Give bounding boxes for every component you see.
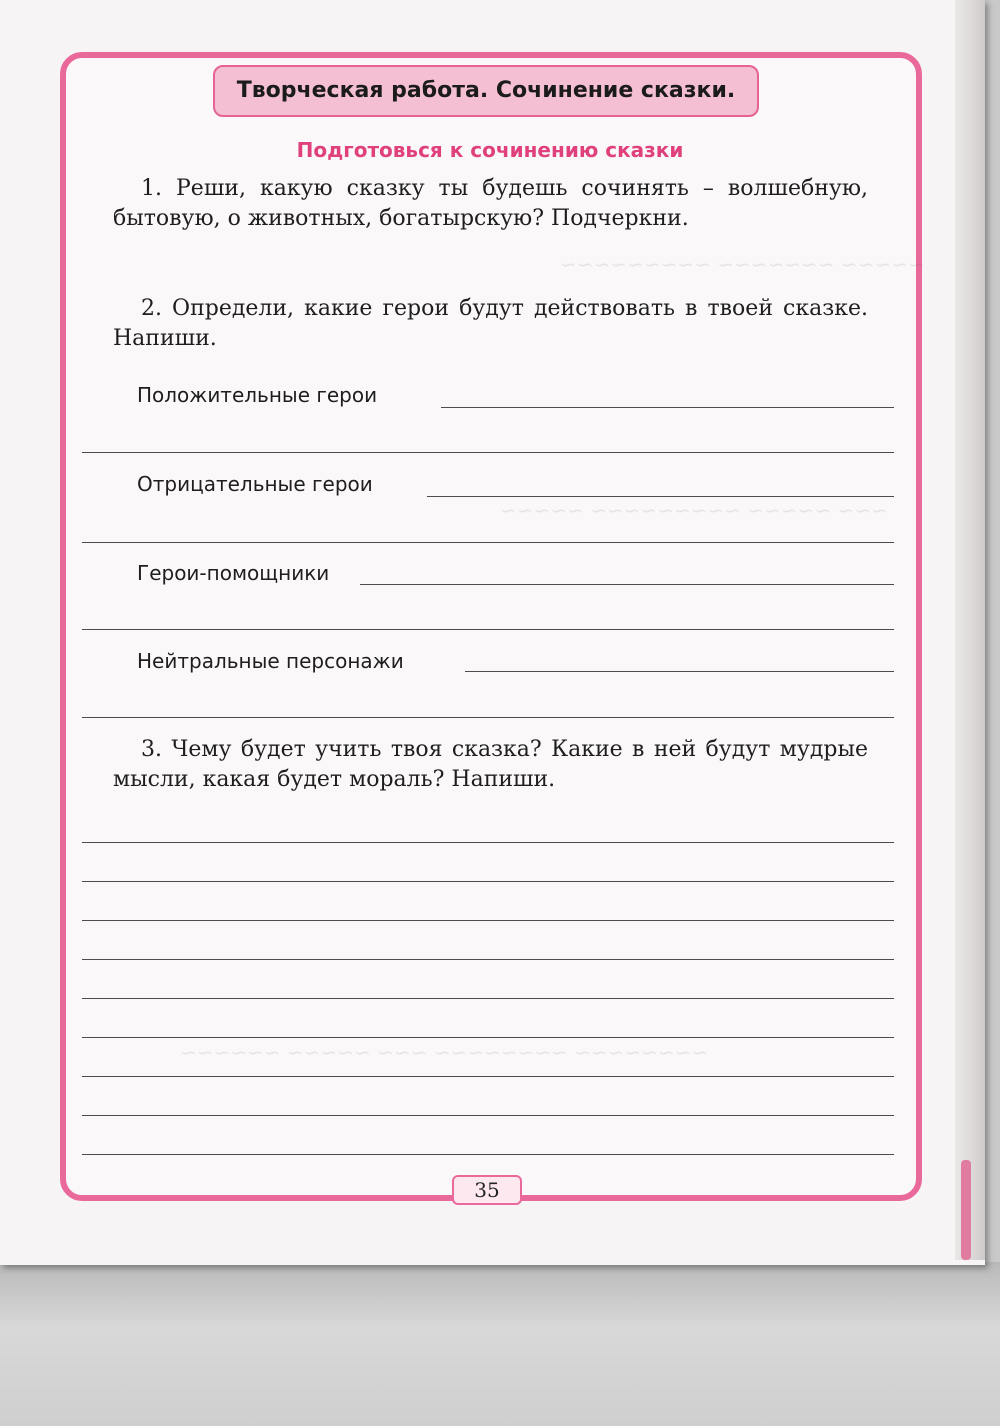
task-2-text: 2. Определи, какие герои будут действовать в твоей сказке. Напиши.	[113, 296, 868, 351]
positive-heroes-label: Положительные герои	[137, 383, 378, 407]
show-through-text: ~~~~~ ~~~~~~~ ~~~~~~~~~	[560, 252, 925, 276]
positive-heroes-answer-line[interactable]	[441, 407, 894, 408]
helper-heroes-answer-line[interactable]	[82, 629, 894, 630]
negative-heroes-label: Отрицательные герои	[137, 472, 373, 496]
cover-edge	[961, 1160, 971, 1260]
negative-heroes-answer-line[interactable]	[427, 496, 894, 497]
writing-line[interactable]	[82, 1154, 894, 1155]
task-3-text: 3. Чему будет учить твоя сказка? Какие в ней будут мудрые мысли, какая будет мораль? Напиши.	[113, 737, 868, 792]
show-through-text: ~~~~~~~~ ~~~~~~~~ ~~~ ~~~~~ ~~~~~~	[180, 1040, 709, 1064]
negative-heroes-answer-line[interactable]	[82, 542, 894, 543]
writing-line[interactable]	[82, 842, 894, 843]
helper-heroes-label: Герои-помощники	[137, 561, 330, 585]
page-title: Творческая работа. Сочинение сказки.	[213, 65, 759, 117]
page-number: 35	[452, 1175, 522, 1205]
task-1-text: 1. Реши, какую сказку ты будешь сочинять – волшебную, бытовую, о животных, богатырскую? Подчеркни.	[113, 176, 868, 231]
writing-line[interactable]	[82, 1037, 894, 1038]
writing-line[interactable]	[82, 998, 894, 999]
section-subtitle: Подготовься к сочинению сказки	[296, 138, 684, 162]
writing-line[interactable]	[82, 920, 894, 921]
neutral-characters-answer-line[interactable]	[465, 671, 894, 672]
writing-line[interactable]	[82, 1115, 894, 1116]
scanner-background	[0, 1262, 1000, 1426]
positive-heroes-answer-line[interactable]	[82, 452, 894, 453]
neutral-characters-label: Нейтральные персонажи	[137, 649, 404, 673]
writing-line[interactable]	[82, 881, 894, 882]
show-through-text: ~~~ ~~~~~ ~~~~~~~~~ ~~~~~	[500, 498, 888, 522]
page-edge	[955, 0, 985, 1260]
writing-line[interactable]	[82, 1076, 894, 1077]
writing-line[interactable]	[82, 959, 894, 960]
helper-heroes-answer-line[interactable]	[360, 584, 894, 585]
neutral-characters-answer-line[interactable]	[82, 717, 894, 718]
